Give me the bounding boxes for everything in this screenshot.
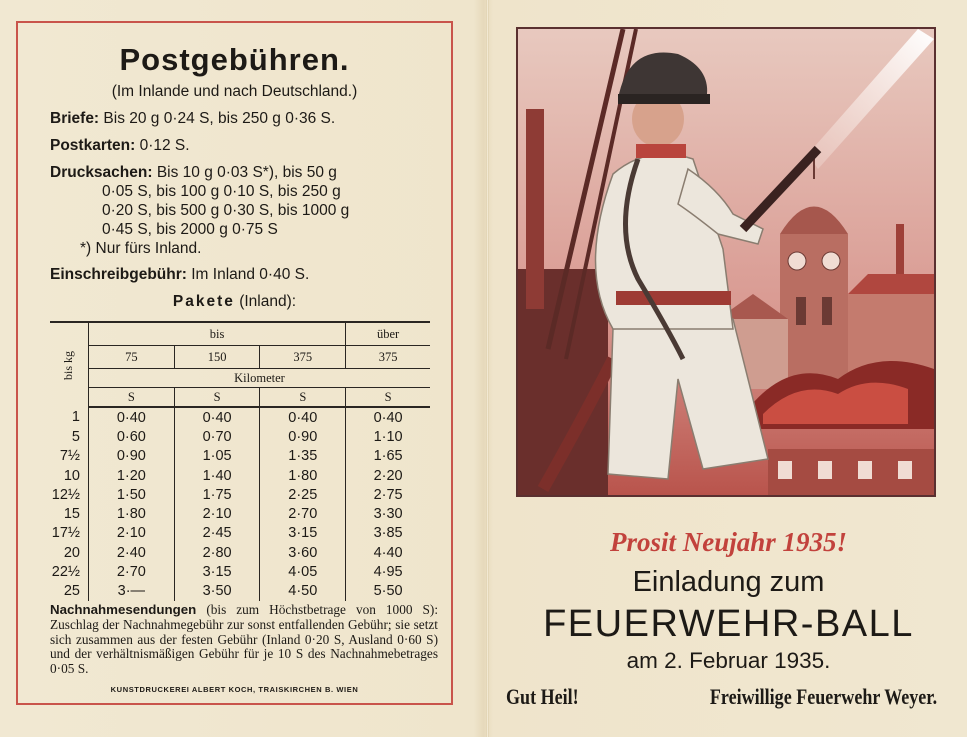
- km-value: 375: [260, 346, 346, 369]
- rate-cell: 1·35: [260, 447, 346, 466]
- center-fold: [486, 0, 489, 737]
- weight-cell: 1: [71, 409, 80, 426]
- rate-cell: 1·05: [174, 447, 260, 466]
- weight-cell: 25: [63, 583, 80, 600]
- drucksachen-line: [50, 164, 337, 182]
- rate-cell: 2·75: [346, 485, 430, 504]
- weight-cell: 5: [71, 428, 80, 445]
- rate-cell: 3·85: [346, 524, 430, 543]
- km-value: 375: [346, 346, 430, 369]
- bis-kg-header: [50, 322, 89, 407]
- currency-header: S: [89, 388, 175, 408]
- rate-cell: 2·10: [89, 524, 175, 543]
- rate-cell: 3·15: [174, 562, 260, 581]
- weight-cell: 20: [63, 544, 80, 561]
- organization-name: Freiwillige Feuerwehr Weyer.: [709, 684, 937, 709]
- table-row: [50, 543, 430, 562]
- rate-cell: 1·80: [89, 504, 175, 523]
- rate-cell: 0·90: [89, 447, 175, 466]
- rate-cell: 2·70: [260, 504, 346, 523]
- rate-cell: 1·65: [346, 447, 430, 466]
- rate-cell: 2·40: [89, 543, 175, 562]
- rate-cell: 3·30: [346, 504, 430, 523]
- fireman-illustration: [516, 27, 936, 497]
- pakete-heading: [20, 293, 449, 311]
- table-row: [50, 582, 430, 601]
- postkarten-line: [50, 137, 190, 155]
- rate-cell: 0·60: [89, 427, 175, 446]
- weight-cell: 15: [63, 506, 80, 523]
- km-value: 150: [174, 346, 260, 369]
- table-row: [50, 407, 430, 427]
- rate-cell: 0·40: [260, 407, 346, 427]
- drucksachen-note: *) Nur fürs Inland.: [80, 240, 202, 257]
- currency-header: S: [260, 388, 346, 408]
- einschreib-text: Im Inland 0·40 S.: [191, 266, 310, 283]
- rate-cell: 2·25: [260, 485, 346, 504]
- rate-cell: 2·70: [89, 562, 175, 581]
- rate-cell: 3·15: [260, 524, 346, 543]
- currency-header: S: [174, 388, 260, 408]
- postage-subtitle: (Im Inlande und nach Deutschland.): [111, 83, 358, 100]
- rate-cell: 1·75: [174, 485, 260, 504]
- weight-cell: 17½: [51, 525, 80, 542]
- weight-cell: 10: [63, 467, 80, 484]
- table-row: [50, 504, 430, 523]
- rate-rows: [50, 407, 430, 601]
- fireman-illustration-drawing: [518, 29, 934, 495]
- bis-kg-label: bis kg: [61, 350, 76, 380]
- nachnahme-label: Nachnahmesendungen: [50, 602, 197, 617]
- einschreib-label: Einschreibgebühr:: [50, 266, 187, 283]
- drucksachen-text-4: 0·45 S, bis 2000 g 0·75 S: [102, 221, 278, 238]
- motto: Gut Heil!: [506, 684, 579, 709]
- rate-cell: 4·50: [260, 582, 346, 601]
- nachnahme-text: (bis zum Höchstbetrage von 1000 S): Zuschlag der Nachnahmegebühr zur sonst entfallenden Gebühr; sie setzt sich zusammen aus der festen Gebühr (Inland 0·20 S, Ausland 0·60 S) und der verhältnismäßigen Gebühr für je 10 S des Nachnahmebetrages 0·05 S.: [50, 602, 439, 677]
- event-date: am 2. Februar 1935.: [626, 648, 831, 673]
- rate-cell: 4·95: [346, 562, 430, 581]
- drucksachen-text-2: 0·05 S, bis 100 g 0·10 S, bis 250 g: [102, 183, 341, 200]
- postage-title: Postgebühren.: [119, 42, 350, 77]
- rate-cell: 1·50: [89, 485, 175, 504]
- weight-cell: 22½: [51, 564, 80, 581]
- table-row: [50, 485, 430, 504]
- event-title: FEUERWEHR-BALL: [543, 603, 914, 645]
- briefe-label: Briefe:: [50, 110, 100, 127]
- rate-cell: 1·10: [346, 427, 430, 446]
- parcel-rate-table: [50, 321, 430, 601]
- rate-cell: 1·40: [174, 466, 260, 485]
- pakete-suffix: (Inland):: [239, 293, 297, 310]
- rate-cell: 0·70: [174, 427, 260, 446]
- table-row: [50, 562, 430, 581]
- rate-cell: 5·50: [346, 582, 430, 601]
- currency-header: S: [346, 388, 430, 408]
- postkarten-text: 0·12 S.: [139, 137, 190, 154]
- invitation-line: Einladung zum: [632, 566, 825, 598]
- km-value: 75: [89, 346, 175, 369]
- rate-cell: 3·50: [174, 582, 260, 601]
- weight-cell: 7½: [59, 448, 80, 465]
- rate-cell: 4·05: [260, 562, 346, 581]
- table-row: [50, 427, 430, 446]
- rate-cell: 0·90: [260, 427, 346, 446]
- rate-cell: 3·60: [260, 543, 346, 562]
- table-row: [50, 524, 430, 543]
- postkarten-label: Postkarten:: [50, 137, 136, 154]
- rate-cell: 3·—: [89, 582, 175, 601]
- nachnahme-paragraph: [50, 603, 438, 677]
- table-row: [50, 447, 430, 466]
- rate-cell: 2·45: [174, 524, 260, 543]
- weight-cell: 12½: [51, 486, 80, 503]
- bis-header: bis: [89, 322, 346, 346]
- kilometer-header: Kilometer: [89, 369, 431, 388]
- rate-cell: 0·40: [89, 407, 175, 427]
- ueber-header: über: [346, 322, 430, 346]
- table-row: [50, 466, 430, 485]
- rate-cell: 2·20: [346, 466, 430, 485]
- rate-cell: 2·80: [174, 543, 260, 562]
- rate-cell: 4·40: [346, 543, 430, 562]
- rate-cell: 0·40: [174, 407, 260, 427]
- briefe-text: Bis 20 g 0·24 S, bis 250 g 0·36 S.: [103, 110, 336, 127]
- pakete-label: Pakete: [172, 293, 235, 310]
- briefe-line: [50, 110, 335, 128]
- einschreib-line: [50, 266, 309, 284]
- drucksachen-text-3: 0·20 S, bis 500 g 0·30 S, bis 1000 g: [102, 202, 350, 219]
- drucksachen-label: Drucksachen:: [50, 164, 153, 181]
- rate-cell: 1·20: [89, 466, 175, 485]
- printer-imprint: KUNSTDRUCKEREI ALBERT KOCH, TRAISKIRCHEN B. WIEN: [110, 685, 359, 694]
- rate-cell: 1·80: [260, 466, 346, 485]
- rate-cell: 0·40: [346, 407, 430, 427]
- rate-cell: 2·10: [174, 504, 260, 523]
- new-year-greeting: Prosit Neujahr 1935!: [609, 527, 848, 557]
- drucksachen-text-1: Bis 10 g 0·03 S*), bis 50 g: [156, 164, 337, 181]
